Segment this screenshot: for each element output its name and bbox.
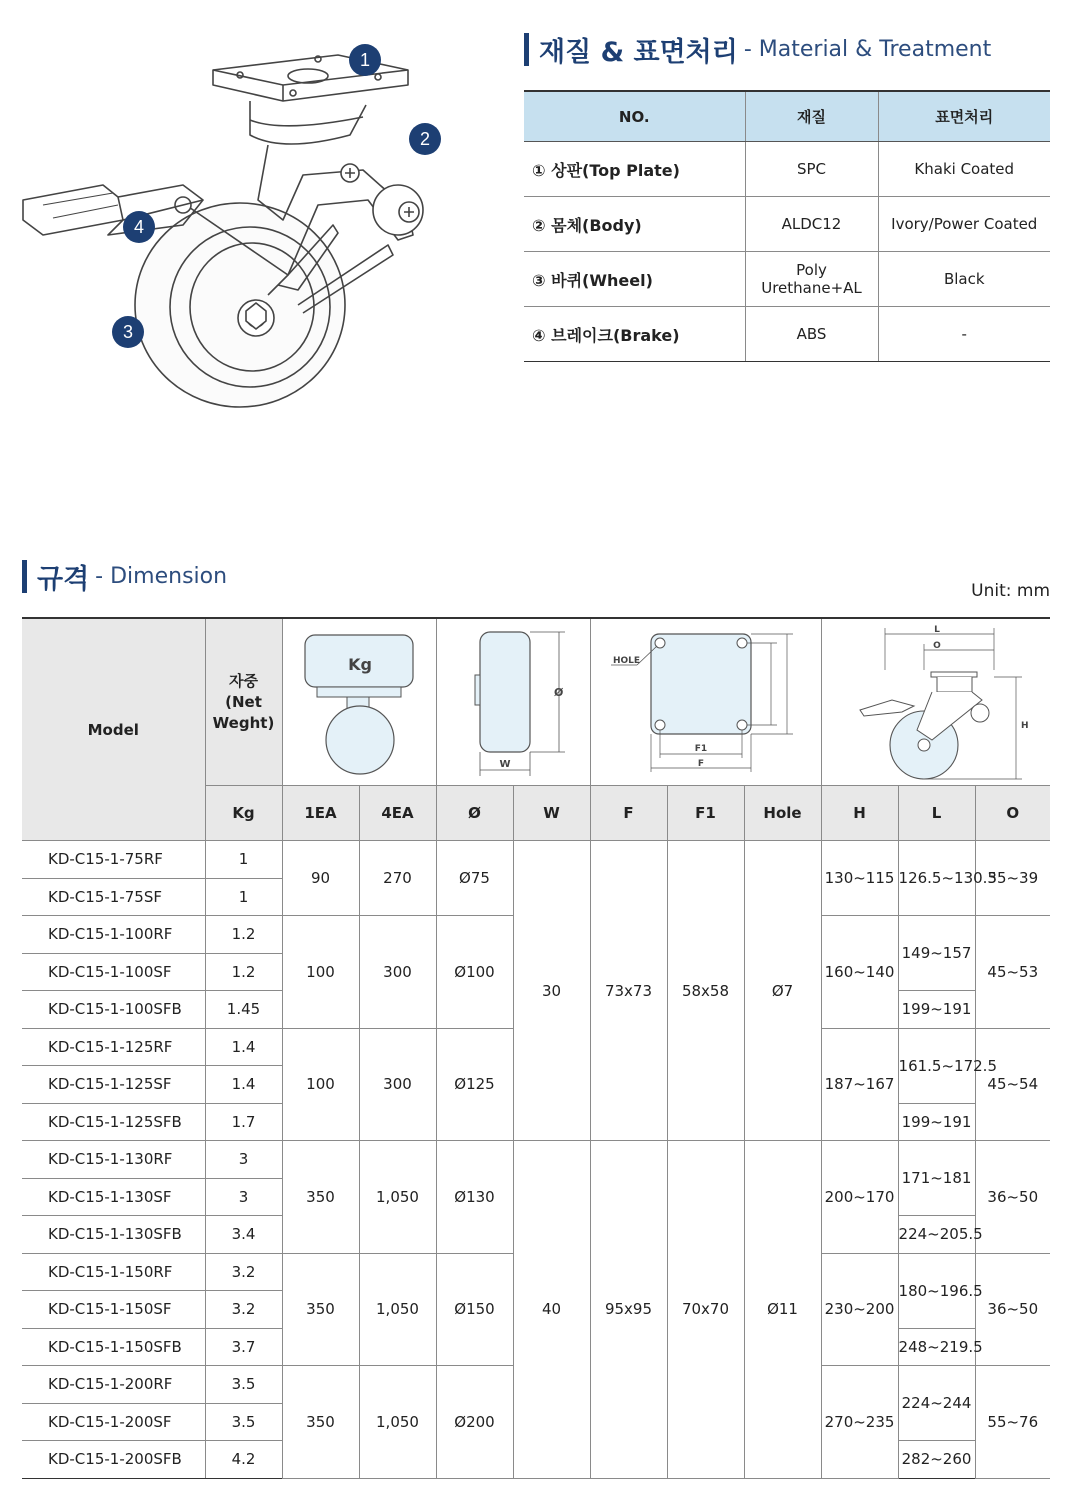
- header-4ea: 4EA: [359, 786, 436, 841]
- o-cell: 36~50: [975, 1253, 1050, 1366]
- caster-o-label: O: [932, 641, 941, 651]
- dimension-table: [22, 617, 1050, 1479]
- wheel-dimension-diagram: [437, 620, 589, 780]
- model-cell: KD-C15-1-200RF: [22, 1366, 205, 1404]
- header-f: F: [590, 786, 667, 841]
- ea1-cell: 90: [282, 841, 359, 916]
- l-cell: 224~244: [898, 1366, 975, 1441]
- wheel-w-label: W: [499, 759, 511, 770]
- material-row: [524, 142, 1050, 197]
- ea1-cell: 100: [282, 916, 359, 1029]
- load-diagram-cell: [282, 618, 436, 786]
- header-h: H: [821, 786, 898, 841]
- material-row: [524, 197, 1050, 252]
- o-cell: 45~53: [975, 916, 1050, 1029]
- model-cell: KD-C15-1-200SF: [22, 1403, 205, 1441]
- l-cell: 126.5~130.5: [898, 841, 975, 916]
- kg-cell: 1: [205, 841, 282, 879]
- kg-cell: 3: [205, 1178, 282, 1216]
- kg-cell: 3.4: [205, 1216, 282, 1254]
- model-cell: KD-C15-1-150SF: [22, 1291, 205, 1329]
- caster-h-label: H: [1020, 721, 1029, 731]
- hole-cell: Ø11: [744, 1141, 821, 1479]
- kg-cell: 1.7: [205, 1103, 282, 1141]
- caster-illustration: [18, 35, 468, 415]
- part-material: Poly Urethane+AL: [745, 252, 878, 307]
- wheel-dia-label: Ø: [554, 686, 564, 699]
- plate-dimension-diagram: [591, 620, 820, 780]
- ea4-cell: 1,050: [359, 1141, 436, 1254]
- kg-cell: 1.45: [205, 991, 282, 1029]
- f1-cell: 70x70: [667, 1141, 744, 1479]
- dimension-header-row: [22, 618, 1050, 786]
- material-header-row: [524, 91, 1050, 142]
- kg-cell: 4.2: [205, 1441, 282, 1479]
- dimension-title-en: - Dimension: [95, 564, 228, 589]
- dia-cell: Ø200: [436, 1366, 513, 1479]
- load-capacity-diagram: [283, 620, 435, 780]
- callout-1: 1: [349, 44, 381, 76]
- dimension-title-ko: 규격: [37, 564, 90, 595]
- ea4-cell: 1,050: [359, 1366, 436, 1479]
- header-model: Model: [22, 618, 205, 841]
- w-cell: 40: [513, 1141, 590, 1479]
- part-name: ② 몸체(Body): [524, 197, 745, 252]
- dia-cell: Ø150: [436, 1253, 513, 1366]
- callout-3: 3: [112, 316, 144, 348]
- l-cell: 199~191: [898, 1103, 975, 1141]
- l-cell: 248~219.5: [898, 1328, 975, 1366]
- f-cell: 73x73: [590, 841, 667, 1141]
- header-material: 재질: [745, 91, 878, 142]
- model-cell: KD-C15-1-100SFB: [22, 991, 205, 1029]
- l-cell: 161.5~172.5: [898, 1028, 975, 1103]
- callout-4: 4: [123, 211, 155, 243]
- h-cell: 200~170: [821, 1141, 898, 1254]
- kg-cell: 3.7: [205, 1328, 282, 1366]
- material-title-en: - Material & Treatment: [743, 37, 992, 62]
- header-f1: F1: [667, 786, 744, 841]
- header-net-weight: 자중 (Net Weght): [205, 618, 282, 786]
- plate-f1-label: F1: [694, 744, 708, 754]
- f-cell: 95x95: [590, 1141, 667, 1479]
- part-treatment: Ivory/Power Coated: [878, 197, 1050, 252]
- dia-cell: Ø130: [436, 1141, 513, 1254]
- part-treatment: Black: [878, 252, 1050, 307]
- header-hole: Hole: [744, 786, 821, 841]
- dia-cell: Ø100: [436, 916, 513, 1029]
- material-title-ko: 재질 & 표면처리: [539, 37, 738, 68]
- ea4-cell: 300: [359, 916, 436, 1029]
- table-row: [22, 1141, 1050, 1179]
- f1-cell: 58x58: [667, 841, 744, 1141]
- kg-cell: 3.2: [205, 1253, 282, 1291]
- o-cell: 45~54: [975, 1028, 1050, 1141]
- model-cell: KD-C15-1-100SF: [22, 953, 205, 991]
- material-table: [524, 90, 1050, 362]
- material-row: [524, 252, 1050, 307]
- title-bar: [524, 33, 529, 66]
- o-cell: 35~39: [975, 841, 1050, 916]
- model-cell: KD-C15-1-150SFB: [22, 1328, 205, 1366]
- model-cell: KD-C15-1-100RF: [22, 916, 205, 954]
- header-l: L: [898, 786, 975, 841]
- l-cell: 224~205.5: [898, 1216, 975, 1254]
- l-cell: 171~181: [898, 1141, 975, 1216]
- model-cell: KD-C15-1-75SF: [22, 878, 205, 916]
- ea4-cell: 300: [359, 1028, 436, 1141]
- kg-cell: 1.4: [205, 1028, 282, 1066]
- kg-cell: 3.5: [205, 1403, 282, 1441]
- o-cell: 36~50: [975, 1141, 1050, 1254]
- h-cell: 187~167: [821, 1028, 898, 1141]
- plate-hole-label: HOLE: [613, 656, 641, 666]
- part-material: ALDC12: [745, 197, 878, 252]
- ea4-cell: 270: [359, 841, 436, 916]
- kg-cell: 1: [205, 878, 282, 916]
- model-cell: KD-C15-1-125RF: [22, 1028, 205, 1066]
- ea1-cell: 350: [282, 1253, 359, 1366]
- model-cell: KD-C15-1-130SFB: [22, 1216, 205, 1254]
- part-name: ④ 브레이크(Brake): [524, 307, 745, 362]
- title-bar: [22, 560, 27, 593]
- part-name: ③ 바퀴(Wheel): [524, 252, 745, 307]
- model-cell: KD-C15-1-200SFB: [22, 1441, 205, 1479]
- l-cell: 282~260: [898, 1441, 975, 1479]
- model-cell: KD-C15-1-125SFB: [22, 1103, 205, 1141]
- caster-l-label: L: [933, 625, 940, 635]
- material-section-title: [524, 30, 991, 69]
- wheel-diagram-cell: [436, 618, 590, 786]
- dimension-section-title: [22, 557, 227, 596]
- part-material: SPC: [745, 142, 878, 197]
- load-kg-label: Kg: [348, 655, 372, 674]
- header-w: W: [513, 786, 590, 841]
- h-cell: 130~115: [821, 841, 898, 916]
- header-kg: Kg: [205, 786, 282, 841]
- ea4-cell: 1,050: [359, 1253, 436, 1366]
- w-cell: 30: [513, 841, 590, 1141]
- l-cell: 149~157: [898, 916, 975, 991]
- header-dia: Ø: [436, 786, 513, 841]
- header-no: NO.: [524, 91, 745, 142]
- caster-dimension-diagram: [822, 620, 1051, 780]
- h-cell: 230~200: [821, 1253, 898, 1366]
- kg-cell: 1.2: [205, 953, 282, 991]
- callout-2: 2: [409, 123, 441, 155]
- h-cell: 270~235: [821, 1366, 898, 1479]
- material-row: [524, 307, 1050, 362]
- model-cell: KD-C15-1-125SF: [22, 1066, 205, 1104]
- o-cell: 55~76: [975, 1366, 1050, 1479]
- header-treatment: 표면처리: [878, 91, 1050, 142]
- plate-diagram-cell: [590, 618, 821, 786]
- header-1ea: 1EA: [282, 786, 359, 841]
- kg-cell: 1.2: [205, 916, 282, 954]
- kg-cell: 1.4: [205, 1066, 282, 1104]
- h-cell: 160~140: [821, 916, 898, 1029]
- part-treatment: Khaki Coated: [878, 142, 1050, 197]
- l-cell: 180~196.5: [898, 1253, 975, 1328]
- unit-label: Unit: mm: [971, 581, 1050, 601]
- hole-cell: Ø7: [744, 841, 821, 1141]
- plate-f-label: F: [697, 759, 705, 769]
- header-o: O: [975, 786, 1050, 841]
- model-cell: KD-C15-1-75RF: [22, 841, 205, 879]
- ea1-cell: 350: [282, 1366, 359, 1479]
- caster-diagram-cell: [821, 618, 1050, 786]
- table-row: [22, 841, 1050, 879]
- part-material: ABS: [745, 307, 878, 362]
- dia-cell: Ø75: [436, 841, 513, 916]
- kg-cell: 3.2: [205, 1291, 282, 1329]
- ea1-cell: 350: [282, 1141, 359, 1254]
- part-name: ① 상판(Top Plate): [524, 142, 745, 197]
- model-cell: KD-C15-1-130RF: [22, 1141, 205, 1179]
- ea1-cell: 100: [282, 1028, 359, 1141]
- l-cell: 199~191: [898, 991, 975, 1029]
- model-cell: KD-C15-1-150RF: [22, 1253, 205, 1291]
- model-cell: KD-C15-1-130SF: [22, 1178, 205, 1216]
- dia-cell: Ø125: [436, 1028, 513, 1141]
- kg-cell: 3.5: [205, 1366, 282, 1404]
- part-treatment: -: [878, 307, 1050, 362]
- kg-cell: 3: [205, 1141, 282, 1179]
